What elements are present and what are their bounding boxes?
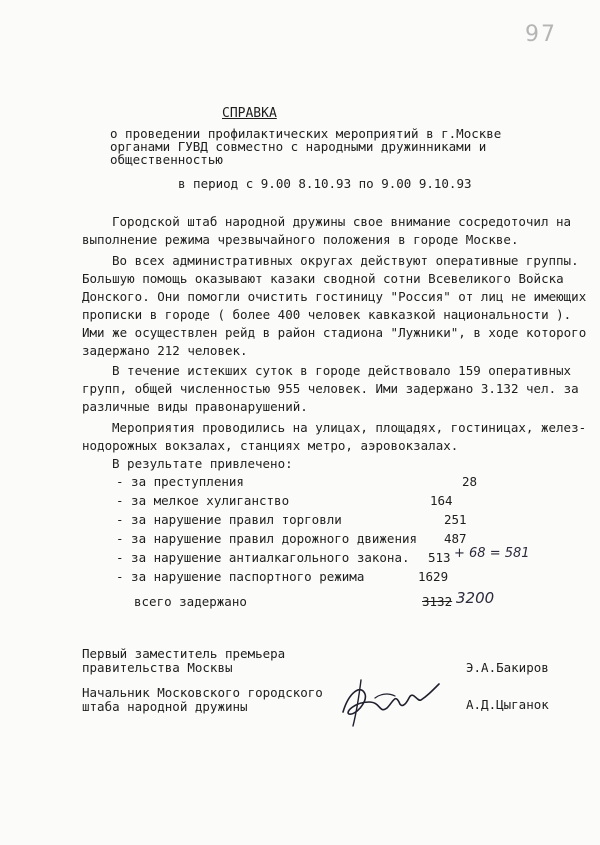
body-line: прописки в городе ( более 400 человек кавказкой национальности ).: [82, 307, 572, 322]
item-label: - за нарушение правил дорожного движения: [116, 531, 418, 546]
page-number: 97: [525, 22, 557, 47]
body-line: В результате привлечено:: [112, 456, 293, 471]
body-line: Городской штаб народной дружины свое внимание сосредоточил на: [112, 214, 572, 229]
position-line: Начальник Московского городского: [82, 685, 323, 700]
body-line: Мероприятия проводились на улицах, площадях, гостиницах, желез-: [112, 420, 587, 435]
item-value: 487: [444, 531, 467, 546]
item-value: 513: [428, 550, 451, 565]
subtitle-line: о проведении профилактических мероприятий в г.Москве: [110, 126, 502, 141]
item-value: 28: [462, 474, 478, 489]
item-label: - за нарушение правил торговли: [116, 512, 342, 527]
item-value: 1629: [418, 569, 449, 584]
handwritten-signature: [335, 672, 445, 732]
subtitle-line: органами ГУВД совместно с народными дружинниками и: [110, 139, 487, 154]
document-title: СПРАВКА: [222, 106, 277, 121]
position-line: правительства Москвы: [82, 660, 233, 675]
signatory-position: [82, 686, 323, 714]
item-label: - за мелкое хулиганство: [116, 493, 290, 508]
total-label: всего задержано: [134, 594, 247, 609]
body-line: групп, общей численностью 955 человек. Ими задержано 3.132 чел. за: [82, 381, 579, 396]
item-label: - за нарушение паспортного режима: [116, 569, 365, 584]
position-line: Первый заместитель премьера: [82, 646, 286, 661]
body-line: Во всех административных округах действуют оперативные группы.: [112, 253, 579, 268]
item-value: 251: [444, 512, 467, 527]
item-label: - за нарушение антиалкагольного закона.: [116, 550, 410, 565]
handwritten-total: 3200: [456, 589, 495, 607]
item-value: 164: [430, 493, 453, 508]
body-line: Большую помощь оказывают казаки сводной сотни Всевеликого Войска: [82, 271, 564, 286]
report-period: в период с 9.00 8.10.93 по 9.00 9.10.93: [178, 176, 472, 191]
body-line: В течение истекших суток в городе действовало 159 оперативных: [112, 363, 572, 378]
subtitle-line: общественностью: [110, 152, 223, 167]
item-label: - за преступления: [116, 474, 244, 489]
signatory-name: Э.А.Бакиров: [466, 660, 549, 675]
position-line: штаба народной дружины: [82, 699, 248, 714]
document-subtitle: [110, 127, 501, 166]
body-line: Ими же осуществлен рейд в район стадиона "Лужники", в ходе которого: [82, 325, 587, 340]
body-line: нодорожных вокзалах, станциях метро, аэровокзалах.: [82, 438, 459, 453]
handwritten-correction: + 68 = 581: [454, 546, 530, 561]
body-line: задержано 212 человек.: [82, 343, 248, 358]
body-line: различные виды правонарушений.: [82, 399, 308, 414]
signatory-position: [82, 647, 285, 675]
body-line: выполнение режима чрезвычайного положения в городе Москве.: [82, 232, 519, 247]
total-value-struck: 3132: [422, 594, 453, 609]
body-line: Донского. Они помогли очистить гостиницу "Россия" от лиц не имеющих: [82, 289, 587, 304]
signatory-name: А.Д.Цыганок: [466, 697, 549, 712]
